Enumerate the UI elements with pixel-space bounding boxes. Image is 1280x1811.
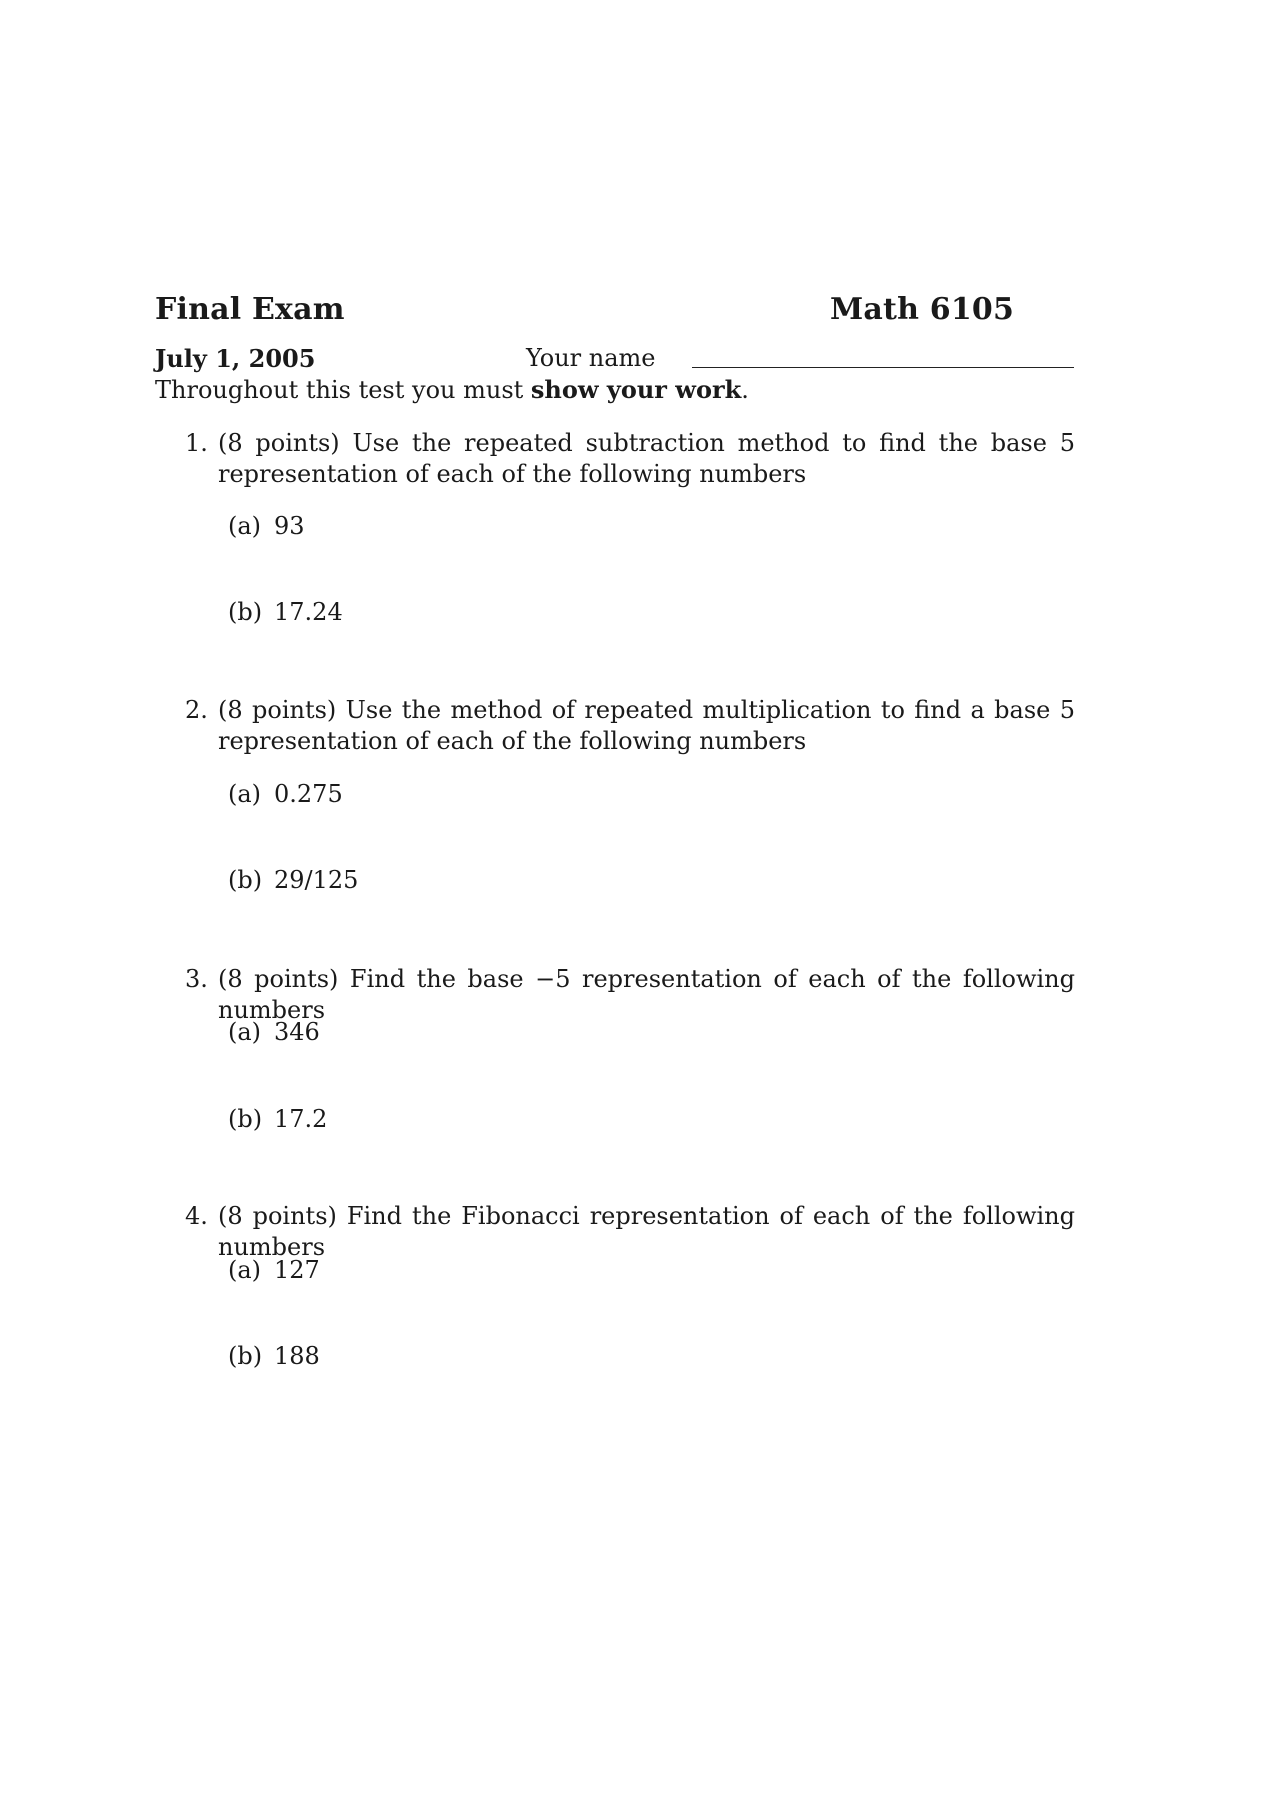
part-value: 93 [274, 512, 305, 540]
question-1-part-a [228, 512, 305, 540]
part-label: (a) [228, 780, 262, 808]
question-2-part-b [228, 866, 358, 894]
part-value: 127 [274, 1256, 320, 1284]
part-value: 29/125 [274, 866, 359, 894]
question-text: (8 points) Find the Fibonacci representation of each of the following numbers [218, 1202, 1075, 1261]
question-2-part-a [228, 780, 343, 808]
question-1-part-b [228, 598, 343, 626]
part-value: 17.24 [274, 598, 343, 626]
question-4-part-a [228, 1256, 320, 1284]
question-3 [185, 964, 1075, 1026]
question-number: 2. [185, 696, 208, 724]
part-label: (b) [228, 866, 263, 894]
part-label: (b) [228, 1105, 263, 1133]
part-label: (a) [228, 1256, 262, 1284]
question-text: (8 points) Use the method of repeated multiplication to find a base 5 representation of each of the following numbers [218, 696, 1075, 755]
instructions-emphasis: show your work [530, 375, 742, 404]
question-number: 4. [185, 1202, 208, 1230]
instructions-prefix: Throughout this test you must [155, 376, 531, 404]
part-value: 346 [274, 1018, 320, 1046]
question-4 [185, 1201, 1075, 1263]
name-label: Your name [526, 344, 656, 372]
part-label: (b) [228, 1342, 263, 1370]
question-2 [185, 695, 1075, 757]
instructions [155, 375, 749, 404]
part-label: (a) [228, 512, 262, 540]
instructions-suffix: . [741, 376, 749, 404]
exam-title: Final Exam [155, 292, 345, 327]
part-label: (b) [228, 598, 263, 626]
part-value: 188 [274, 1342, 320, 1370]
part-label: (a) [228, 1018, 262, 1046]
question-3-part-a [228, 1018, 320, 1046]
question-number: 1. [185, 429, 208, 457]
course-title: Math 6105 [830, 292, 1015, 327]
question-3-part-b [228, 1105, 327, 1133]
question-text: (8 points) Find the base −5 representation of each of the following numbers [218, 965, 1075, 1024]
question-4-part-b [228, 1342, 320, 1370]
part-value: 0.275 [274, 780, 343, 808]
part-value: 17.2 [274, 1105, 328, 1133]
name-blank-line[interactable] [692, 367, 1074, 368]
question-text: (8 points) Use the repeated subtraction method to find the base 5 representation of each of the following numbers [218, 429, 1075, 488]
exam-date: July 1, 2005 [155, 344, 316, 373]
question-number: 3. [185, 965, 208, 993]
question-1 [185, 428, 1075, 490]
